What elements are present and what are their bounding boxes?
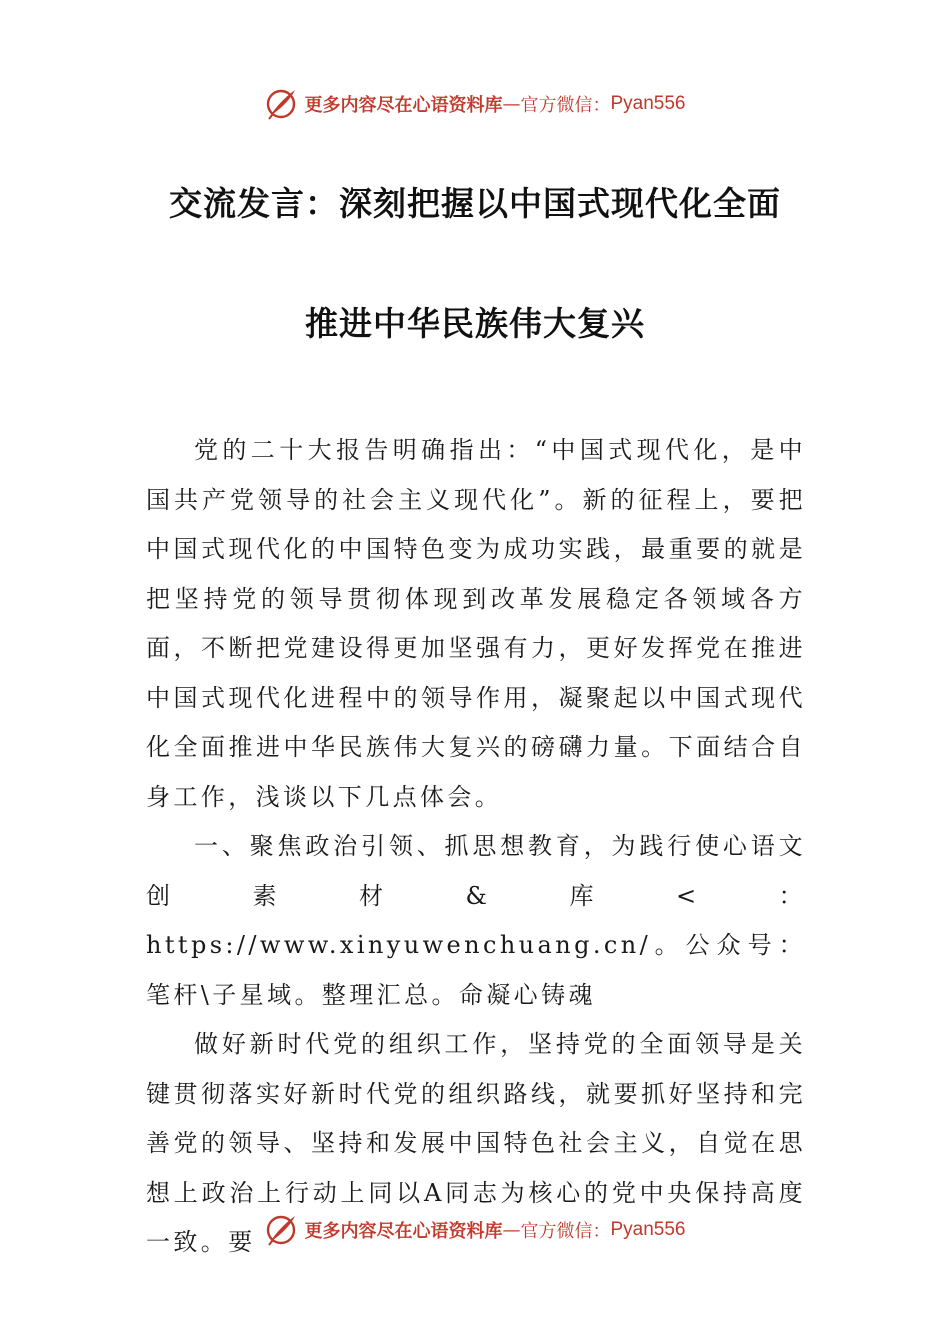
watermark-wechat-id: Pyan556 (610, 93, 686, 114)
watermark-wechat-label: 官方微信： (520, 1221, 611, 1242)
watermark-wechat-label: 官方微信： (520, 95, 611, 116)
paragraph-intro: 党的二十大报告明确指出：“中国式现代化，是中国共产党领导的社会主义现代化”。新的征程上，要把中国式现代化的中国特色变为成功实践，最重要的就是把坚持党的领导贯彻体现到改革发展稳定各领域各方面，不断把党建设得更加坚强有力，更好发挥党在推进中国式现代化进程中的领导作用，凝聚起以中国式现代化全面推进中华民族伟大复兴的磅礴力量。下面结合自身工作，浅谈以下几点体会。 (146, 436, 806, 811)
watermark-banner-bottom (0, 1210, 950, 1250)
document-body (146, 426, 806, 1268)
watermark-banner-top (0, 84, 950, 124)
document-title-line2: 推进中华民族伟大复兴 (305, 304, 645, 343)
quill-pen-logo-icon (264, 1213, 298, 1247)
watermark-wechat-id: Pyan556 (610, 1219, 686, 1240)
paragraph-section-heading: 一、聚焦政治引领、抓思想教育，为践行使心语文创素材&库<：https://www.xinyuwenchuang.cn/。公众号：笔杆\子星域。整理汇总。命凝心铸魂 (146, 832, 806, 1009)
paragraph-section-body: 做好新时代党的组织工作，坚持党的全面领导是关键贯彻落实好新时代党的组织路线，就要抓好坚持和完善党的领导、坚持和发展中国特色社会主义，自觉在思想上政治上行动上同以A同志为核心的党中央保持高度一致。要 (146, 1030, 806, 1256)
document-title-line1: 交流发言：深刻把握以中国式现代化全面 (169, 184, 781, 223)
watermark-separator: — (502, 1219, 521, 1241)
watermark-brand: 更多内容尽在心语资料库 (304, 1221, 503, 1242)
watermark-separator: — (502, 93, 521, 115)
quill-pen-logo-icon (264, 87, 298, 121)
watermark-brand: 更多内容尽在心语资料库 (304, 95, 503, 116)
